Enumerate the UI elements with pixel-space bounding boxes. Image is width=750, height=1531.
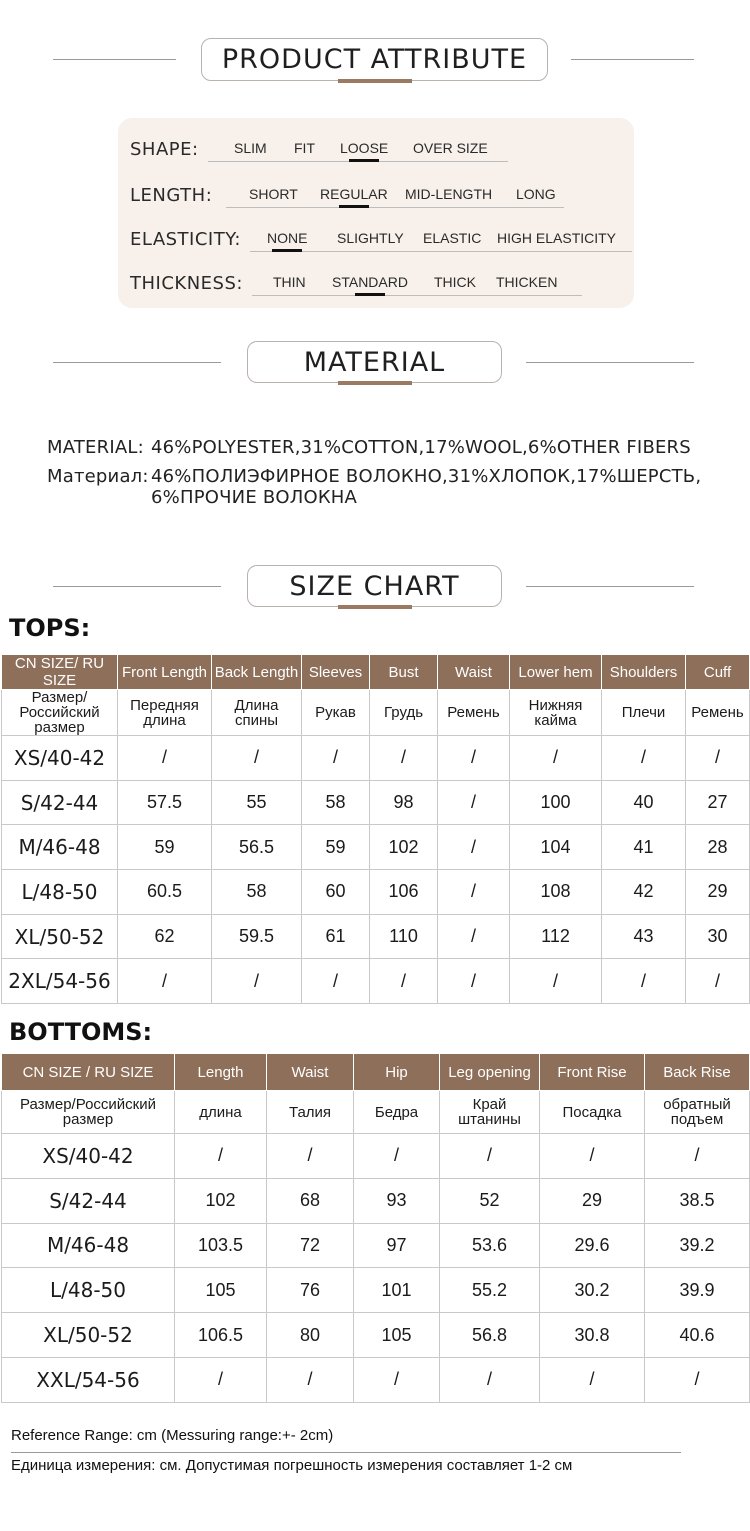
table-cell: Длина спины [212, 690, 302, 736]
table-cell: / [438, 959, 510, 1004]
table-cell: 60.5 [118, 870, 212, 915]
table-row [2, 1091, 750, 1134]
table-cell: 102 [370, 825, 438, 870]
material-ru-cont [151, 487, 357, 508]
table-cell: / [602, 959, 686, 1004]
table-cell: Shoulders [602, 655, 686, 690]
table-cell: / [686, 959, 750, 1004]
table-cell: L/48-50 [2, 870, 118, 915]
table-cell: Бедра [354, 1091, 440, 1134]
table-cell: 59 [118, 825, 212, 870]
table-cell: XL/50-52 [2, 914, 118, 959]
table-cell: 30.8 [540, 1313, 645, 1358]
table-row [2, 870, 750, 915]
table-cell: 97 [354, 1223, 440, 1268]
table-cell: M/46-48 [2, 1223, 175, 1268]
table-row [2, 1223, 750, 1268]
table-cell: Front Length [118, 655, 212, 690]
divider-line-right [526, 362, 694, 363]
attr-option: LONG [516, 186, 556, 202]
reference-range-note-ru: Единица измерения: см. Допустимая погрешность измерения составляет 1-2 см [11, 1457, 573, 1474]
table-cell: / [438, 914, 510, 959]
table-row [2, 1134, 750, 1179]
table-cell: Ремень [686, 690, 750, 736]
attr-row-length [130, 172, 620, 212]
attr-option-selected: REGULAR [320, 186, 388, 202]
tops-table [1, 654, 750, 1004]
material-ru [47, 466, 701, 487]
table-cell: 30 [686, 914, 750, 959]
attribute-title [201, 38, 548, 81]
attr-option: ELASTIC [423, 230, 482, 246]
table-cell: / [686, 736, 750, 781]
table-cell: Посадка [540, 1091, 645, 1134]
table-cell: 58 [212, 870, 302, 915]
table-cell: 55 [212, 780, 302, 825]
attr-label: LENGTH: [130, 185, 213, 206]
table-cell: 60 [302, 870, 370, 915]
table-cell: 72 [267, 1223, 354, 1268]
table-row [2, 959, 750, 1004]
table-cell: Передняя длина [118, 690, 212, 736]
table-cell: XS/40-42 [2, 736, 118, 781]
table-cell: / [354, 1134, 440, 1179]
table-cell: Back Length [212, 655, 302, 690]
table-cell: 59.5 [212, 914, 302, 959]
divider-line-left [53, 362, 221, 363]
table-cell: XS/40-42 [2, 1134, 175, 1179]
material-en-label: MATERIAL: [47, 437, 144, 458]
table-cell: S/42-44 [2, 1178, 175, 1223]
material-section-header [0, 341, 750, 385]
table-cell: CN SIZE/ RU SIZE [2, 655, 118, 690]
accent-bar [338, 605, 412, 609]
table-cell: 110 [370, 914, 438, 959]
table-cell: M/46-48 [2, 825, 118, 870]
table-cell: Cuff [686, 655, 750, 690]
size-chart-title [247, 565, 502, 607]
table-cell: 98 [370, 780, 438, 825]
attr-option-selected: LOOSE [340, 140, 389, 156]
table-cell: / [267, 1357, 354, 1402]
table-cell: / [510, 736, 602, 781]
table-cell: 106.5 [175, 1313, 267, 1358]
attr-option: SLIM [234, 140, 267, 156]
table-cell: XXL/54-56 [2, 1357, 175, 1402]
attr-option-selected: NONE [267, 230, 308, 246]
material-en [47, 437, 691, 458]
table-cell: Back Rise [645, 1054, 750, 1091]
table-cell: Талия [267, 1091, 354, 1134]
table-cell: 53.6 [440, 1223, 540, 1268]
table-cell: длина [175, 1091, 267, 1134]
table-row [2, 655, 750, 690]
material-ru-value-cont: 6%ПРОЧИЕ ВОЛОКНА [151, 487, 358, 508]
table-cell: / [175, 1357, 267, 1402]
table-cell: 40 [602, 780, 686, 825]
attr-row-shape [130, 126, 620, 166]
table-cell: S/42-44 [2, 780, 118, 825]
reference-range-note: Reference Range: cm (Messuring range:+- 2cm) [11, 1427, 334, 1444]
table-cell: Размер/ Российский размер [2, 690, 118, 736]
attr-option: THIN [273, 274, 306, 290]
table-cell: / [302, 959, 370, 1004]
table-cell: / [645, 1357, 750, 1402]
table-cell: / [212, 959, 302, 1004]
table-cell: 68 [267, 1178, 354, 1223]
attr-option: SHORT [249, 186, 298, 202]
table-cell: 58 [302, 780, 370, 825]
table-cell: / [540, 1134, 645, 1179]
table-cell: / [510, 959, 602, 1004]
table-cell: 106 [370, 870, 438, 915]
table-row [2, 1054, 750, 1091]
table-cell: Length [175, 1054, 267, 1091]
attr-label: ELASTICITY: [130, 229, 241, 250]
table-cell: 39.2 [645, 1223, 750, 1268]
table-cell: 39.9 [645, 1268, 750, 1313]
table-cell: / [438, 870, 510, 915]
accent-bar [338, 79, 412, 83]
table-cell: / [175, 1134, 267, 1179]
attr-row-thickness [130, 260, 620, 300]
table-cell: 105 [354, 1313, 440, 1358]
table-row [2, 780, 750, 825]
divider-line-right [526, 586, 694, 587]
table-cell: / [370, 736, 438, 781]
table-cell: Sleeves [302, 655, 370, 690]
table-cell: обратный подъем [645, 1091, 750, 1134]
table-cell: Рукав [302, 690, 370, 736]
table-cell: 29 [686, 870, 750, 915]
material-ru-value: 46%ПОЛИЭФИРНОЕ ВОЛОКНО,31%ХЛОПОК,17%ШЕРСТЬ, [151, 466, 702, 487]
table-cell: 104 [510, 825, 602, 870]
table-cell: Ремень [438, 690, 510, 736]
table-cell: 2XL/54-56 [2, 959, 118, 1004]
table-cell: Waist [267, 1054, 354, 1091]
table-cell: 55.2 [440, 1268, 540, 1313]
table-cell: 76 [267, 1268, 354, 1313]
table-cell: 61 [302, 914, 370, 959]
table-row [2, 914, 750, 959]
table-cell: / [602, 736, 686, 781]
bottoms-title: BOTTOMS: [9, 1018, 153, 1046]
table-cell: / [440, 1134, 540, 1179]
table-cell: CN SIZE / RU SIZE [2, 1054, 175, 1091]
table-cell: Край штанины [440, 1091, 540, 1134]
table-cell: / [354, 1357, 440, 1402]
table-cell: / [438, 780, 510, 825]
table-cell: / [267, 1134, 354, 1179]
attr-option-selected: STANDARD [332, 274, 408, 290]
attr-label: SHAPE: [130, 139, 199, 160]
table-row [2, 1268, 750, 1313]
attr-option: FIT [294, 140, 315, 156]
table-cell: 57.5 [118, 780, 212, 825]
table-cell: XL/50-52 [2, 1313, 175, 1358]
attribute-panel [118, 118, 634, 308]
table-cell: 52 [440, 1178, 540, 1223]
table-cell: 105 [175, 1268, 267, 1313]
table-cell: 102 [175, 1178, 267, 1223]
material-en-value: 46%POLYESTER,31%COTTON,17%WOOL,6%OTHER FIBERS [151, 437, 691, 458]
table-cell: 27 [686, 780, 750, 825]
attr-option: HIGH ELASTICITY [497, 230, 617, 246]
table-cell: / [540, 1357, 645, 1402]
material-title-text: MATERIAL [303, 346, 446, 378]
divider-line-left [53, 586, 221, 587]
table-cell: L/48-50 [2, 1268, 175, 1313]
footer-divider [11, 1452, 681, 1453]
table-row [2, 1313, 750, 1358]
attr-option: OVER SIZE [413, 140, 488, 156]
table-cell: / [440, 1357, 540, 1402]
table-cell: / [212, 736, 302, 781]
table-cell: 56.5 [212, 825, 302, 870]
attr-label: THICKNESS: [130, 273, 243, 294]
table-cell: 108 [510, 870, 602, 915]
table-cell: Leg opening [440, 1054, 540, 1091]
table-cell: / [438, 825, 510, 870]
table-cell: 41 [602, 825, 686, 870]
table-cell: 80 [267, 1313, 354, 1358]
attr-option: THICK [434, 274, 476, 290]
table-cell: 103.5 [175, 1223, 267, 1268]
table-cell: 56.8 [440, 1313, 540, 1358]
table-cell: 40.6 [645, 1313, 750, 1358]
table-cell: Размер/Российский размер [2, 1091, 175, 1134]
table-row [2, 1357, 750, 1402]
material-title [247, 341, 502, 383]
table-cell: 42 [602, 870, 686, 915]
table-cell: 28 [686, 825, 750, 870]
table-cell: 100 [510, 780, 602, 825]
divider-line-right [571, 59, 694, 60]
table-cell: / [118, 736, 212, 781]
table-cell: Плечи [602, 690, 686, 736]
table-row [2, 736, 750, 781]
table-cell: 112 [510, 914, 602, 959]
table-cell: Нижняя кайма [510, 690, 602, 736]
table-cell: / [302, 736, 370, 781]
table-cell: 29 [540, 1178, 645, 1223]
table-cell: 59 [302, 825, 370, 870]
table-row [2, 825, 750, 870]
table-cell: / [438, 736, 510, 781]
table-cell: / [118, 959, 212, 1004]
table-cell: 30.2 [540, 1268, 645, 1313]
table-cell: 29.6 [540, 1223, 645, 1268]
table-row [2, 1178, 750, 1223]
attribute-title-text: PRODUCT ATTRIBUTE [221, 44, 528, 75]
table-cell: Bust [370, 655, 438, 690]
table-cell: Hip [354, 1054, 440, 1091]
table-cell: 43 [602, 914, 686, 959]
table-cell: 62 [118, 914, 212, 959]
table-cell: 93 [354, 1178, 440, 1223]
attr-row-elasticity [130, 216, 630, 256]
attribute-section-header [0, 38, 750, 82]
table-cell: 38.5 [645, 1178, 750, 1223]
table-cell: 101 [354, 1268, 440, 1313]
size-chart-title-text: SIZE CHART [289, 570, 460, 602]
bottoms-table [1, 1053, 750, 1403]
table-cell: Front Rise [540, 1054, 645, 1091]
attr-option: MID-LENGTH [405, 186, 493, 202]
accent-bar [338, 381, 412, 385]
table-row [2, 690, 750, 736]
attr-option: THICKEN [496, 274, 558, 290]
attr-option: SLIGHTLY [337, 230, 404, 246]
tops-title: TOPS: [9, 614, 91, 642]
table-cell: Lower hem [510, 655, 602, 690]
table-cell: / [645, 1134, 750, 1179]
table-cell: Waist [438, 655, 510, 690]
table-cell: Грудь [370, 690, 438, 736]
divider-line-left [53, 59, 176, 60]
table-cell: / [370, 959, 438, 1004]
size-chart-section-header [0, 565, 750, 609]
material-ru-label: Материал: [47, 466, 149, 487]
